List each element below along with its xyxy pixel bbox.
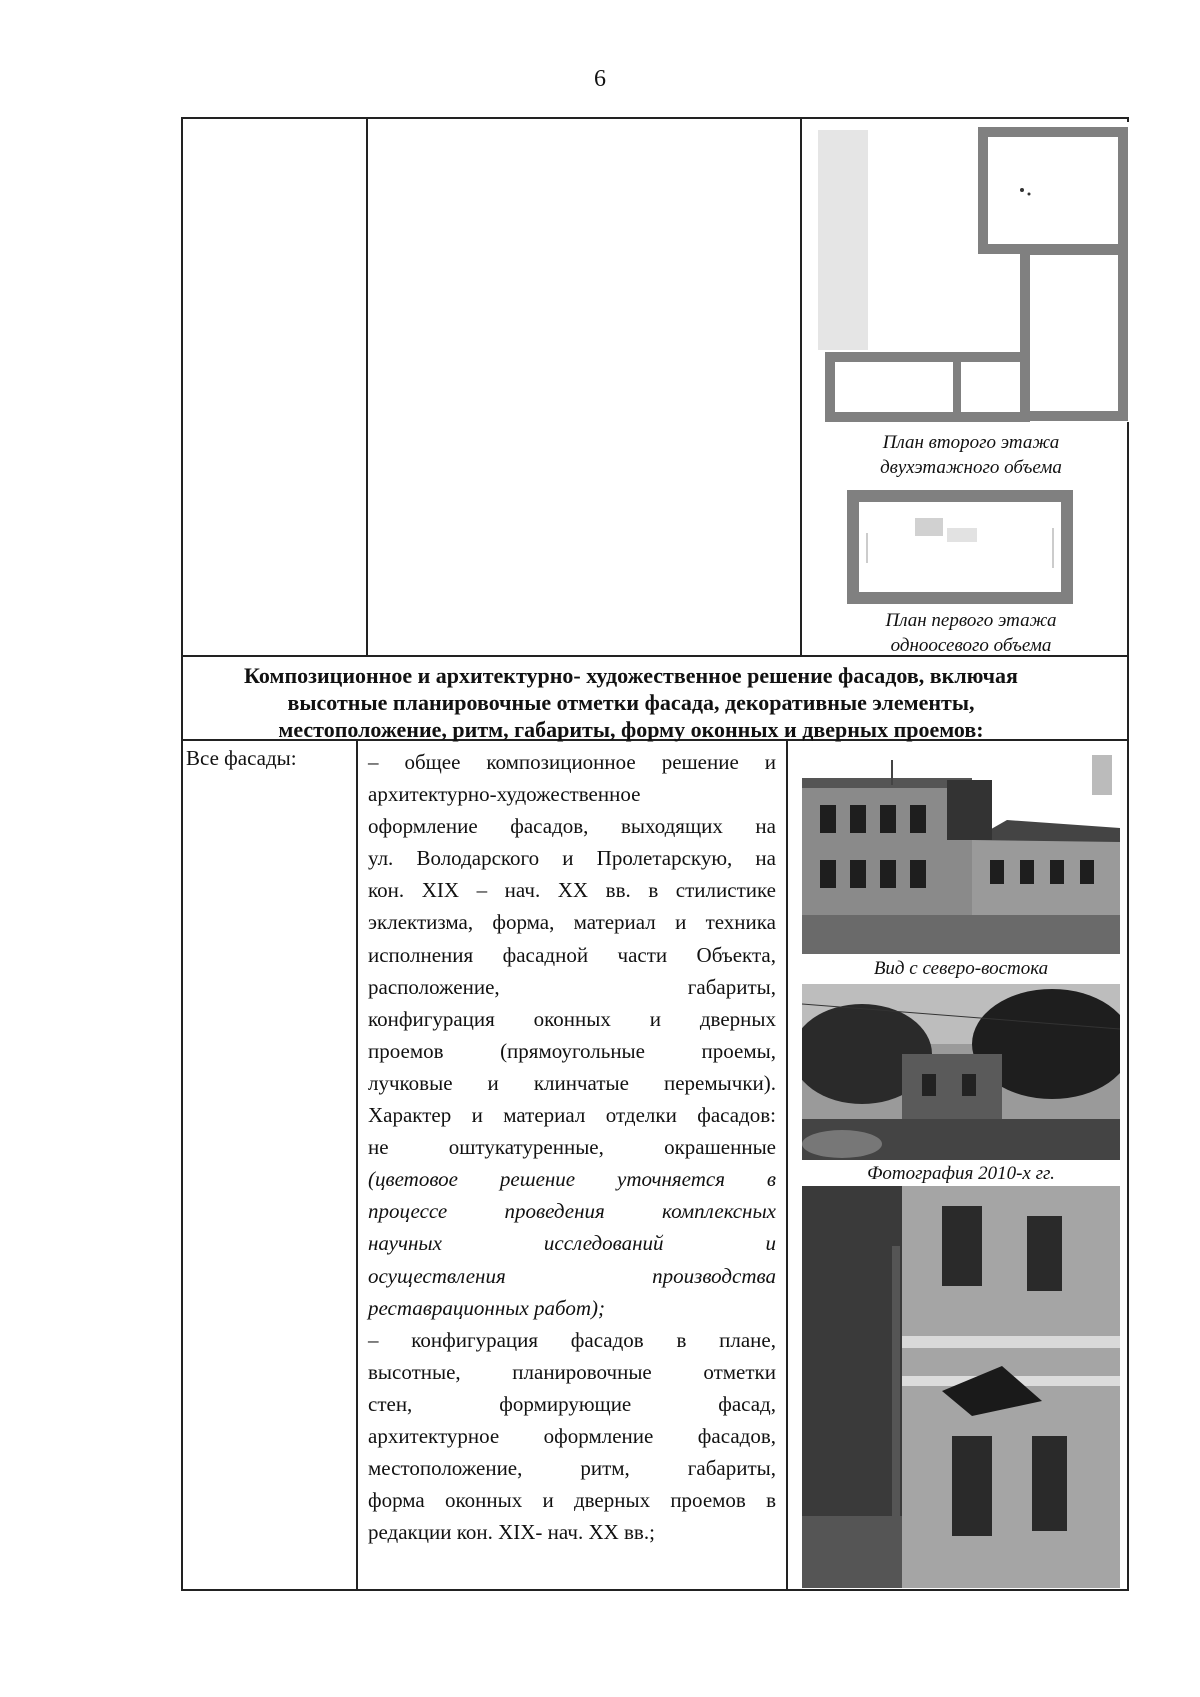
- text-line: – конфигурация фасадов в плане,: [368, 1327, 776, 1352]
- text-line: расположение, габариты,: [368, 974, 776, 999]
- caption-line: План первого этажа: [885, 610, 1057, 631]
- caption-line: двухэтажного объема: [880, 457, 1062, 478]
- photo-view-northeast: [802, 750, 1120, 954]
- photo-northeast-caption: Вид с северо-востока: [873, 958, 1049, 979]
- text-line: конфигурация оконных и дверных: [368, 1006, 776, 1031]
- section-heading: [172, 662, 1090, 743]
- text-line: высотные, планировочные отметки: [368, 1359, 776, 1384]
- text-line: стен, формирующие фасад,: [368, 1391, 776, 1416]
- text-line: оформление фасадов, выходящих на: [368, 814, 776, 839]
- text-line: ул. Володарского и Пролетарскую, на: [368, 846, 776, 871]
- floor-plan-first-floor-drawing: [845, 488, 1075, 606]
- text-line: научных исследований и: [368, 1231, 776, 1256]
- facade-detail-photo: [802, 1186, 1120, 1588]
- row-label: Все фасады:: [186, 746, 297, 770]
- plan-second-floor-caption: [812, 430, 1130, 480]
- plan-second-floor-figure: [812, 122, 1130, 422]
- text-line: кон. XIX – нач. XX вв. в стилистике: [368, 878, 776, 903]
- photo-facade-detail: [802, 1186, 1120, 1588]
- text-line: реставрационных работ);: [368, 1295, 605, 1320]
- text-line: Характер и материал отделки фасадов:: [368, 1103, 776, 1128]
- section-heading-line: высотные планировочные отметки фасада, декоративные элементы,: [287, 690, 975, 715]
- row-description: [368, 746, 776, 1548]
- section-heading-line: местоположение, ритм, габариты, форму оконных и дверных проемов:: [278, 717, 984, 742]
- text-line: проемов (прямоугольные проемы,: [368, 1038, 776, 1063]
- text-line: не оштукатуренные, окрашенные: [368, 1135, 776, 1160]
- caption-line: одноосевого объема: [890, 635, 1052, 656]
- text-line: лучковые и клинчатые перемычки).: [368, 1070, 776, 1095]
- text-line: эклектизма, форма, материал и техника: [368, 910, 776, 935]
- text-line: исполнения фасадной части Объекта,: [368, 942, 776, 967]
- text-line: (цветовое решение уточняется в: [368, 1167, 776, 1192]
- text-line: осуществления производства: [368, 1263, 776, 1288]
- photo-2010s-caption: Фотография 2010-х гг.: [867, 1163, 1055, 1184]
- text-line: местоположение, ритм, габариты,: [368, 1456, 776, 1481]
- plan-first-floor-figure: [845, 488, 1075, 606]
- text-line: – общее композиционное решение и: [368, 750, 776, 774]
- text-line: редакции кон. XIX- нач. XX вв.;: [368, 1520, 655, 1545]
- text-line: архитектурное оформление фасадов,: [368, 1423, 776, 1448]
- text-line: процессе проведения комплексных: [368, 1199, 776, 1224]
- section-heading-line: Композиционное и архитектурно- художественное решение фасадов, включая: [244, 663, 1018, 688]
- text-line: форма оконных и дверных проемов в: [368, 1488, 776, 1513]
- caption-line: План второго этажа: [882, 432, 1060, 453]
- text-line: архитектурно-художественное: [368, 782, 641, 807]
- building-photo-northeast: [802, 750, 1120, 954]
- floor-plan-second-floor-drawing: [812, 122, 1130, 422]
- street-photo: [802, 984, 1120, 1160]
- photo-street-view: [802, 984, 1120, 1160]
- page-number: 6: [594, 66, 606, 92]
- plan-first-floor-caption: [812, 608, 1130, 658]
